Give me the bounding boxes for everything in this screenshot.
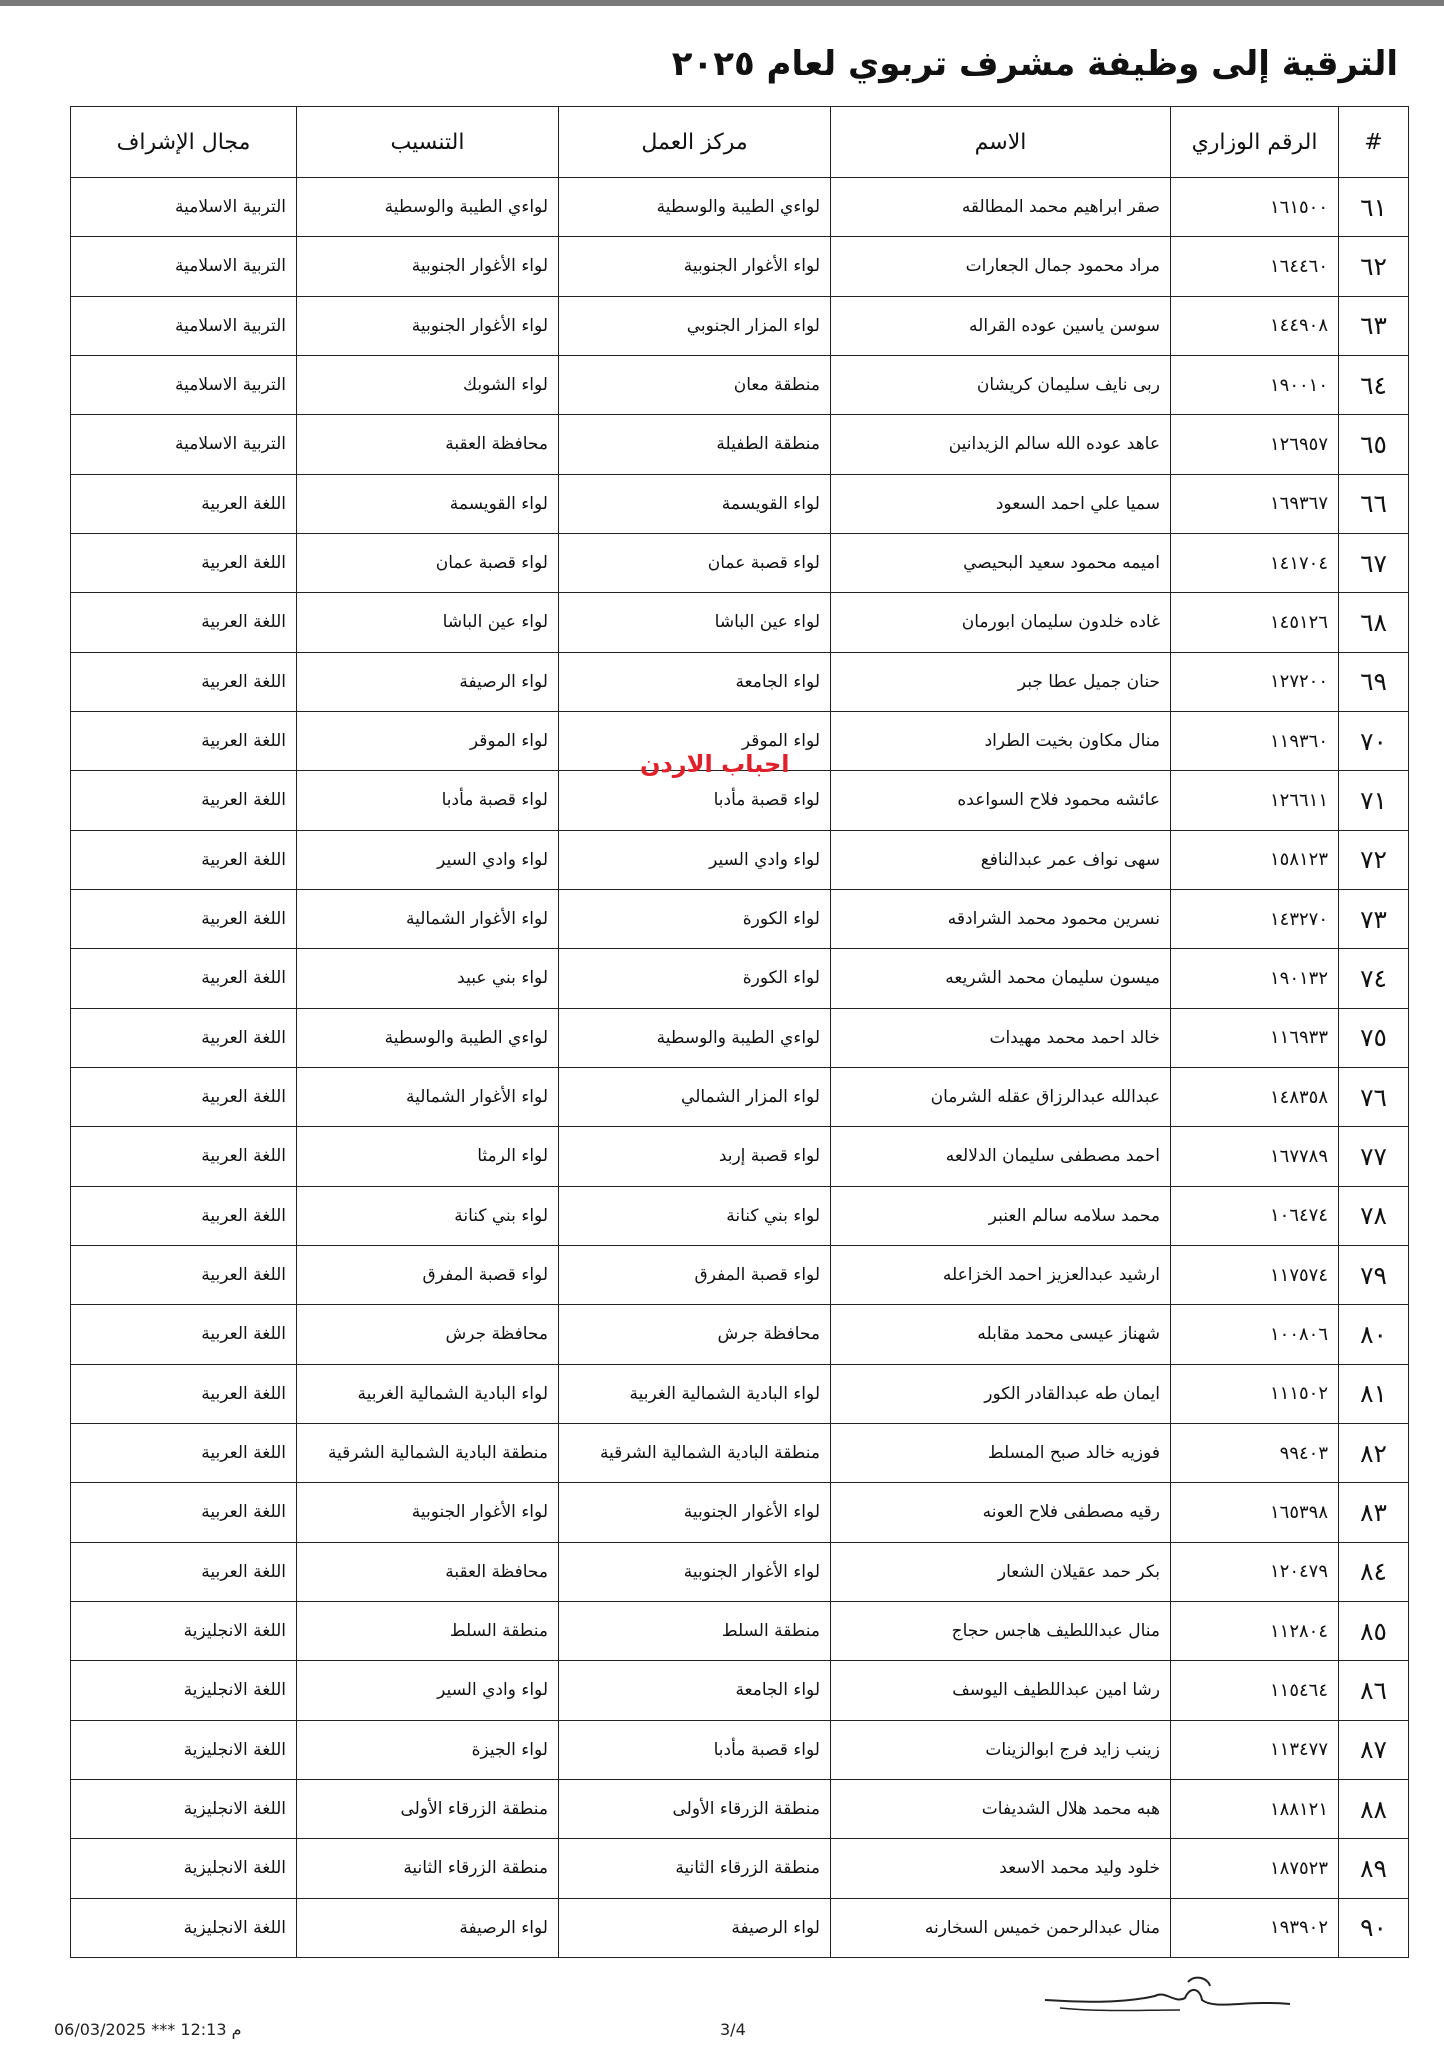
cell-field: اللغة العربية (71, 830, 297, 889)
cell-assign: لواءي الطيبة والوسطية (297, 178, 559, 237)
cell-work: لواء القويسمة (559, 474, 831, 533)
cell-work: منطقة الزرقاء الأولى (559, 1779, 831, 1838)
table-row (71, 1067, 1409, 1126)
cell-num: ٦٩ (1339, 652, 1409, 711)
cell-id: ١٢٧٢٠٠ (1171, 652, 1339, 711)
cell-field: اللغة الانجليزية (71, 1839, 297, 1898)
cell-field: اللغة الانجليزية (71, 1601, 297, 1660)
header-assign: التنسيب (297, 107, 559, 178)
cell-work: لواء الأغوار الجنوبية (559, 237, 831, 296)
table-row (71, 1483, 1409, 1542)
cell-field: اللغة الانجليزية (71, 1720, 297, 1779)
table-row (71, 949, 1409, 1008)
cell-work: لواء الجامعة (559, 1661, 831, 1720)
cell-name: احمد مصطفى سليمان الدلالعه (831, 1127, 1171, 1186)
cell-num: ٨٢ (1339, 1423, 1409, 1482)
cell-field: اللغة العربية (71, 889, 297, 948)
cell-work: لواء الكورة (559, 949, 831, 1008)
cell-id: ١٩٠١٣٢ (1171, 949, 1339, 1008)
scan-edge (0, 0, 1444, 6)
cell-id: ١٤٥١٢٦ (1171, 593, 1339, 652)
cell-assign: لواء الشوبك (297, 355, 559, 414)
cell-field: اللغة العربية (71, 533, 297, 592)
cell-num: ٨٩ (1339, 1839, 1409, 1898)
cell-id: ١٠٦٤٧٤ (1171, 1186, 1339, 1245)
cell-id: ١٨٧٥٢٣ (1171, 1839, 1339, 1898)
cell-name: سهى نواف عمر عبدالنافع (831, 830, 1171, 889)
cell-name: بكر حمد عقيلان الشعار (831, 1542, 1171, 1601)
cell-assign: منطقة الزرقاء الثانية (297, 1839, 559, 1898)
cell-num: ٦٧ (1339, 533, 1409, 592)
cell-num: ٩٠ (1339, 1898, 1409, 1957)
cell-id: ١٢٦٦١١ (1171, 771, 1339, 830)
cell-name: زينب زايد فرج ابوالزينات (831, 1720, 1171, 1779)
cell-work: لواء الأغوار الجنوبية (559, 1542, 831, 1601)
cell-id: ١٦٤٤٦٠ (1171, 237, 1339, 296)
cell-field: التربية الاسلامية (71, 237, 297, 296)
cell-assign: لواء القويسمة (297, 474, 559, 533)
cell-field: اللغة العربية (71, 1364, 297, 1423)
cell-field: اللغة العربية (71, 1067, 297, 1126)
header-name: الاسم (831, 107, 1171, 178)
cell-assign: لواء عين الباشا (297, 593, 559, 652)
cell-assign: منطقة الزرقاء الأولى (297, 1779, 559, 1838)
cell-assign: لواء الأغوار الجنوبية (297, 296, 559, 355)
cell-id: ١١٣٤٧٧ (1171, 1720, 1339, 1779)
watermark-text: احباب الاردن (640, 750, 790, 778)
cell-field: التربية الاسلامية (71, 415, 297, 474)
cell-name: اميمه محمود سعيد البحيصي (831, 533, 1171, 592)
cell-name: عائشه محمود فلاح السواعده (831, 771, 1171, 830)
cell-assign: لواء الرصيفة (297, 652, 559, 711)
cell-name: مراد محمود جمال الجعارات (831, 237, 1171, 296)
cell-num: ٦٥ (1339, 415, 1409, 474)
table-row (71, 1720, 1409, 1779)
cell-num: ٧٧ (1339, 1127, 1409, 1186)
cell-work: لواء وادي السير (559, 830, 831, 889)
cell-name: حنان جميل عطا جبر (831, 652, 1171, 711)
cell-assign: لواء الموقر (297, 711, 559, 770)
cell-field: اللغة الانجليزية (71, 1898, 297, 1957)
table-row (71, 1305, 1409, 1364)
table-row (71, 355, 1409, 414)
cell-num: ٧٩ (1339, 1245, 1409, 1304)
cell-id: ٩٩٤٠٣ (1171, 1423, 1339, 1482)
cell-field: اللغة الانجليزية (71, 1779, 297, 1838)
document-title: الترقية إلى وظيفة مشرف تربوي لعام ٢٠٢٥ (671, 44, 1398, 84)
cell-field: اللغة العربية (71, 1127, 297, 1186)
cell-num: ٨٣ (1339, 1483, 1409, 1542)
table-row (71, 415, 1409, 474)
cell-num: ٧٥ (1339, 1008, 1409, 1067)
cell-field: التربية الاسلامية (71, 296, 297, 355)
cell-work: منطقة البادية الشمالية الشرقية (559, 1423, 831, 1482)
cell-id: ١٤١٧٠٤ (1171, 533, 1339, 592)
table-row (71, 1601, 1409, 1660)
cell-num: ٦٦ (1339, 474, 1409, 533)
cell-num: ٨٨ (1339, 1779, 1409, 1838)
cell-assign: لواء الأغوار الجنوبية (297, 1483, 559, 1542)
cell-work: لواء قصبة إربد (559, 1127, 831, 1186)
cell-name: صقر ابراهيم محمد المطالقه (831, 178, 1171, 237)
cell-work: لواء المزار الشمالي (559, 1067, 831, 1126)
cell-num: ٧٠ (1339, 711, 1409, 770)
cell-num: ٧٦ (1339, 1067, 1409, 1126)
cell-field: اللغة العربية (71, 593, 297, 652)
table-row (71, 1245, 1409, 1304)
cell-work: منطقة الطفيلة (559, 415, 831, 474)
table-row (71, 1423, 1409, 1482)
cell-num: ٨١ (1339, 1364, 1409, 1423)
cell-name: ميسون سليمان محمد الشريعه (831, 949, 1171, 1008)
table-row (71, 830, 1409, 889)
cell-id: ١٦٥٣٩٨ (1171, 1483, 1339, 1542)
cell-assign: لواء الرصيفة (297, 1898, 559, 1957)
cell-assign: لواء بني كنانة (297, 1186, 559, 1245)
cell-work: لواء الأغوار الجنوبية (559, 1483, 831, 1542)
cell-work: لواء الكورة (559, 889, 831, 948)
table-row (71, 1661, 1409, 1720)
cell-assign: لواء وادي السير (297, 1661, 559, 1720)
cell-work: لواء قصبة المفرق (559, 1245, 831, 1304)
cell-work: منطقة الزرقاء الثانية (559, 1839, 831, 1898)
table-row (71, 237, 1409, 296)
cell-work: لواء المزار الجنوبي (559, 296, 831, 355)
cell-work: لواء الموقر (559, 711, 831, 770)
cell-name: ربى نايف سليمان كريشان (831, 355, 1171, 414)
cell-name: رشا امين عبداللطيف اليوسف (831, 1661, 1171, 1720)
cell-num: ٧١ (1339, 771, 1409, 830)
table-row (71, 1127, 1409, 1186)
cell-name: ايمان طه عبدالقادر الكور (831, 1364, 1171, 1423)
table-row (71, 178, 1409, 237)
cell-name: عبدالله عبدالرزاق عقله الشرمان (831, 1067, 1171, 1126)
cell-assign: محافظة العقبة (297, 1542, 559, 1601)
cell-num: ٦٢ (1339, 237, 1409, 296)
cell-field: اللغة العربية (71, 1423, 297, 1482)
cell-assign: لواء قصبة عمان (297, 533, 559, 592)
cell-field: اللغة العربية (71, 1008, 297, 1067)
cell-assign: منطقة البادية الشمالية الشرقية (297, 1423, 559, 1482)
cell-field: اللغة العربية (71, 1483, 297, 1542)
cell-assign: لواء الرمثا (297, 1127, 559, 1186)
page-number: 3/4 (720, 2020, 746, 2039)
table-row (71, 771, 1409, 830)
cell-field: اللغة العربية (71, 474, 297, 533)
table-row (71, 474, 1409, 533)
table-body (71, 178, 1409, 1958)
cell-id: ١٩٠٠١٠ (1171, 355, 1339, 414)
header-field: مجال الإشراف (71, 107, 297, 178)
cell-num: ٨٤ (1339, 1542, 1409, 1601)
cell-num: ٦١ (1339, 178, 1409, 237)
cell-name: عاهد عوده الله سالم الزيدانين (831, 415, 1171, 474)
header-id: الرقم الوزاري (1171, 107, 1339, 178)
signature-mark (1040, 1960, 1300, 2020)
cell-id: ١٦١٥٠٠ (1171, 178, 1339, 237)
cell-id: ١١٥٤٦٤ (1171, 1661, 1339, 1720)
table-row (71, 1898, 1409, 1957)
table-row (71, 1186, 1409, 1245)
cell-field: اللغة العربية (71, 1305, 297, 1364)
table-row (71, 593, 1409, 652)
print-timestamp: 06/03/2025 *** 12:13 م (54, 2020, 242, 2039)
promotion-table (70, 106, 1409, 1958)
cell-name: رقيه مصطفى فلاح العونه (831, 1483, 1171, 1542)
cell-work: منطقة السلط (559, 1601, 831, 1660)
cell-id: ١١٦٩٣٣ (1171, 1008, 1339, 1067)
cell-assign: محافظة جرش (297, 1305, 559, 1364)
cell-work: لواء عين الباشا (559, 593, 831, 652)
table-row (71, 1542, 1409, 1601)
cell-id: ١٤٨٣٥٨ (1171, 1067, 1339, 1126)
cell-num: ٧٨ (1339, 1186, 1409, 1245)
cell-id: ١١١٥٠٢ (1171, 1364, 1339, 1423)
cell-assign: لواء الأغوار الشمالية (297, 1067, 559, 1126)
cell-field: التربية الاسلامية (71, 178, 297, 237)
cell-id: ١٤٤٩٠٨ (1171, 296, 1339, 355)
cell-id: ١١٢٨٠٤ (1171, 1601, 1339, 1660)
cell-assign: لواءي الطيبة والوسطية (297, 1008, 559, 1067)
cell-name: غاده خلدون سليمان ابورمان (831, 593, 1171, 652)
cell-assign: لواء الأغوار الشمالية (297, 889, 559, 948)
table-row (71, 296, 1409, 355)
cell-id: ١٩٣٩٠٢ (1171, 1898, 1339, 1957)
cell-work: لواءي الطيبة والوسطية (559, 178, 831, 237)
cell-name: ارشيد عبدالعزيز احمد الخزاعله (831, 1245, 1171, 1304)
header-num: # (1339, 107, 1409, 178)
table-header-row (71, 107, 1409, 178)
table-row (71, 1364, 1409, 1423)
header-work: مركز العمل (559, 107, 831, 178)
cell-assign: لواء قصبة المفرق (297, 1245, 559, 1304)
table-row (71, 1839, 1409, 1898)
cell-work: محافظة جرش (559, 1305, 831, 1364)
cell-name: فوزيه خالد صبح المسلط (831, 1423, 1171, 1482)
cell-num: ٨٧ (1339, 1720, 1409, 1779)
cell-work: لواء الجامعة (559, 652, 831, 711)
cell-num: ٧٢ (1339, 830, 1409, 889)
cell-num: ٦٨ (1339, 593, 1409, 652)
cell-work: لواء البادية الشمالية الغربية (559, 1364, 831, 1423)
table-row (71, 1779, 1409, 1838)
cell-num: ٨٠ (1339, 1305, 1409, 1364)
cell-name: نسرين محمود محمد الشرادقه (831, 889, 1171, 948)
cell-name: خالد احمد محمد مهيدات (831, 1008, 1171, 1067)
cell-num: ٦٣ (1339, 296, 1409, 355)
cell-assign: لواء وادي السير (297, 830, 559, 889)
table-row (71, 652, 1409, 711)
cell-num: ٦٤ (1339, 355, 1409, 414)
cell-field: اللغة العربية (71, 1245, 297, 1304)
cell-work: لواء الرصيفة (559, 1898, 831, 1957)
cell-field: اللغة العربية (71, 949, 297, 1008)
cell-assign: لواء بني عبيد (297, 949, 559, 1008)
cell-work: منطقة معان (559, 355, 831, 414)
cell-name: سوسن ياسين عوده القراله (831, 296, 1171, 355)
cell-id: ١٠٠٨٠٦ (1171, 1305, 1339, 1364)
cell-id: ١١٩٣٦٠ (1171, 711, 1339, 770)
cell-field: اللغة العربية (71, 652, 297, 711)
table-row (71, 889, 1409, 948)
cell-field: التربية الاسلامية (71, 355, 297, 414)
cell-field: اللغة العربية (71, 711, 297, 770)
cell-num: ٨٦ (1339, 1661, 1409, 1720)
cell-work: لواء قصبة مأدبا (559, 771, 831, 830)
cell-id: ١٢٠٤٧٩ (1171, 1542, 1339, 1601)
cell-field: اللغة العربية (71, 1186, 297, 1245)
cell-assign: محافظة العقبة (297, 415, 559, 474)
cell-name: منال عبداللطيف هاجس حجاج (831, 1601, 1171, 1660)
cell-name: شهناز عيسى محمد مقابله (831, 1305, 1171, 1364)
cell-name: سميا علي احمد السعود (831, 474, 1171, 533)
cell-name: منال مكاون بخيت الطراد (831, 711, 1171, 770)
cell-num: ٧٣ (1339, 889, 1409, 948)
cell-work: لواء قصبة عمان (559, 533, 831, 592)
cell-name: هبه محمد هلال الشديفات (831, 1779, 1171, 1838)
cell-work: لواء بني كنانة (559, 1186, 831, 1245)
cell-id: ١٨٨١٢١ (1171, 1779, 1339, 1838)
cell-assign: لواء الجيزة (297, 1720, 559, 1779)
cell-work: لواءي الطيبة والوسطية (559, 1008, 831, 1067)
cell-name: محمد سلامه سالم العنبر (831, 1186, 1171, 1245)
cell-id: ١٥٨١٢٣ (1171, 830, 1339, 889)
table-row (71, 533, 1409, 592)
cell-num: ٧٤ (1339, 949, 1409, 1008)
cell-num: ٨٥ (1339, 1601, 1409, 1660)
cell-assign: لواء قصبة مأدبا (297, 771, 559, 830)
cell-assign: لواء البادية الشمالية الغربية (297, 1364, 559, 1423)
table-row (71, 1008, 1409, 1067)
cell-id: ١٤٣٢٧٠ (1171, 889, 1339, 948)
cell-name: خلود وليد محمد الاسعد (831, 1839, 1171, 1898)
cell-id: ١١٧٥٧٤ (1171, 1245, 1339, 1304)
cell-id: ١٦٧٧٨٩ (1171, 1127, 1339, 1186)
cell-assign: منطقة السلط (297, 1601, 559, 1660)
cell-id: ١٦٩٣٦٧ (1171, 474, 1339, 533)
cell-field: اللغة العربية (71, 1542, 297, 1601)
cell-id: ١٢٦٩٥٧ (1171, 415, 1339, 474)
cell-name: منال عبدالرحمن خميس السخارنه (831, 1898, 1171, 1957)
cell-assign: لواء الأغوار الجنوبية (297, 237, 559, 296)
cell-field: اللغة العربية (71, 771, 297, 830)
cell-work: لواء قصبة مأدبا (559, 1720, 831, 1779)
cell-field: اللغة الانجليزية (71, 1661, 297, 1720)
